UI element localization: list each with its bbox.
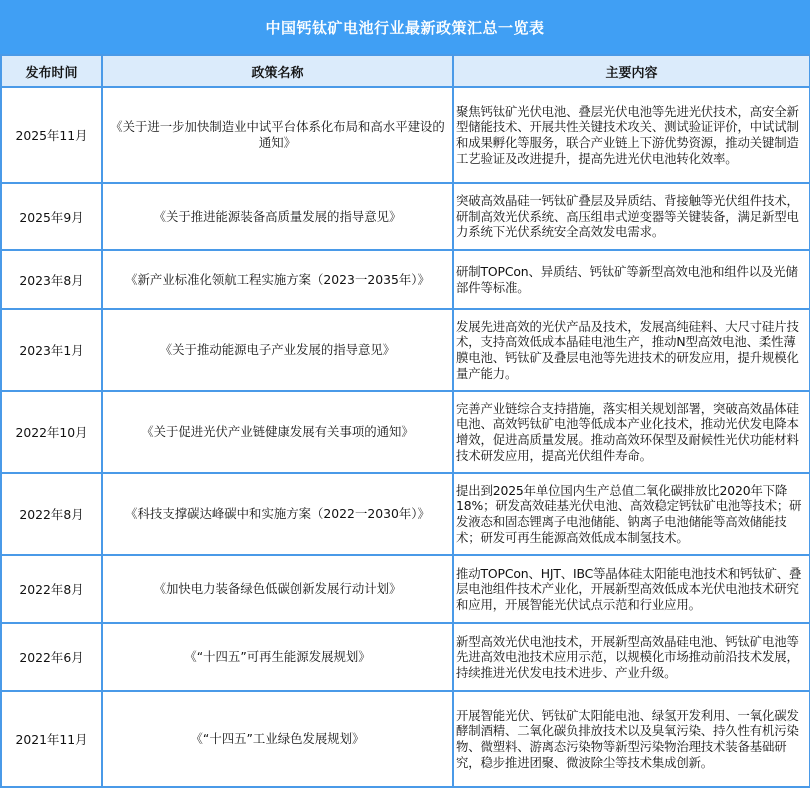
policy-name: 《关于推进能源装备高质量发展的指导意见》 — [102, 183, 453, 250]
table-row — [1, 250, 810, 309]
release-date: 2025年11月 — [1, 87, 102, 183]
table-row — [1, 473, 810, 555]
header-policy-name: 政策名称 — [102, 55, 453, 87]
release-date: 2022年8月 — [1, 555, 102, 623]
policy-content: 完善产业链综合支持措施，落实相关规划部署，突破高效晶体硅电池、高效钙钛矿电池等低成本产业化技术，推动光伏发电降本增效，促进高质量发展。推动高效环保型及耐候性光伏功能材料技术研发应用，提高光伏组件寿命。 — [453, 391, 810, 473]
table-row — [1, 691, 810, 787]
table-header-row — [1, 55, 810, 87]
release-date: 2023年1月 — [1, 309, 102, 391]
policy-name: 《关于促进光伏产业链健康发展有关事项的通知》 — [102, 391, 453, 473]
table-row — [1, 183, 810, 250]
header-main-content: 主要内容 — [453, 55, 810, 87]
policy-name: 《关于进一步加快制造业中试平台体系化布局和高水平建设的通知》 — [102, 87, 453, 183]
table-row — [1, 309, 810, 391]
release-date: 2023年8月 — [1, 250, 102, 309]
policy-content: 提出到2025年单位国内生产总值二氧化碳排放比2020年下降18%；研发高效硅基光伏电池、高效稳定钙钛矿电池等技术；研发液态和固态锂离子电池储能、钠离子电池储能等高效储能技术；研发可再生能源高效低成本制氢技术。 — [453, 473, 810, 555]
release-date: 2022年6月 — [1, 623, 102, 691]
policy-name: 《“十四五”可再生能源发展规划》 — [102, 623, 453, 691]
policy-content: 开展智能光伏、钙钛矿太阳能电池、绿氢开发利用、一氧化碳发酵制酒精、二氧化碳负排放技术以及臭氧污染、持久性有机污染物、微塑料、游离态污染物等新型污染物治理技术装备基础研究，稳步推进团聚、微波除尘等技术集成创新。 — [453, 691, 810, 787]
policy-name: 《加快电力装备绿色低碳创新发展行动计划》 — [102, 555, 453, 623]
release-date: 2022年8月 — [1, 473, 102, 555]
policy-content: 推动TOPCon、HJT、IBC等晶体硅太阳能电池技术和钙钛矿、叠层电池组件技术产业化，开展新型高效低成本光伏电池技术研究和应用，开展智能光伏试点示范和行业应用。 — [453, 555, 810, 623]
policy-name: 《关于推动能源电子产业发展的指导意见》 — [102, 309, 453, 391]
policy-content: 突破高效晶硅一钙钛矿叠层及异质结、背接触等光伏组件技术，研制高效光伏系统、高压组串式逆变器等关键装备，满足新型电力系统下光伏系统安全高效发电需求。 — [453, 183, 810, 250]
table-row — [1, 623, 810, 691]
policy-content: 研制TOPCon、异质结、钙钛矿等新型高效电池和组件以及光储部件等标准。 — [453, 250, 810, 309]
policy-content: 聚焦钙钛矿光伏电池、叠层光伏电池等先进光伏技术，高安全新型储能技术、开展共性关键技术攻关、测试验证评价，中试试制和成果孵化等服务，联合产业链上下游优势资源，推动关键制造工艺验证及改进提升，提高先进光伏电池转化效率。 — [453, 87, 810, 183]
table-row — [1, 87, 810, 183]
policy-content: 发展先进高效的光伏产品及技术，发展高纯硅料、大尺寸硅片技术，支持高效低成本晶硅电池生产，推动N型高效电池、柔性薄膜电池、钙钛矿及叠层电池等先进技术的研发应用，提升规模化量产能力。 — [453, 309, 810, 391]
table-row — [1, 391, 810, 473]
policy-name: 《新产业标准化领航工程实施方案（2023一2035年）》 — [102, 250, 453, 309]
policy-name: 《“十四五”工业绿色发展规划》 — [102, 691, 453, 787]
header-release-date: 发布时间 — [1, 55, 102, 87]
release-date: 2022年10月 — [1, 391, 102, 473]
release-date: 2021年11月 — [1, 691, 102, 787]
page-title: 中国钙钛矿电池行业最新政策汇总一览表 — [0, 0, 810, 54]
release-date: 2025年9月 — [1, 183, 102, 250]
table-row — [1, 555, 810, 623]
policy-content: 新型高效光伏电池技术，开展新型高效晶硅电池、钙钛矿电池等先进高效电池技术应用示范，以规模化市场推动前沿技术发展，持续推进光伏发电技术进步、产业升级。 — [453, 623, 810, 691]
policy-table — [0, 54, 810, 788]
policy-name: 《科技支撑碳达峰碳中和实施方案（2022一2030年）》 — [102, 473, 453, 555]
